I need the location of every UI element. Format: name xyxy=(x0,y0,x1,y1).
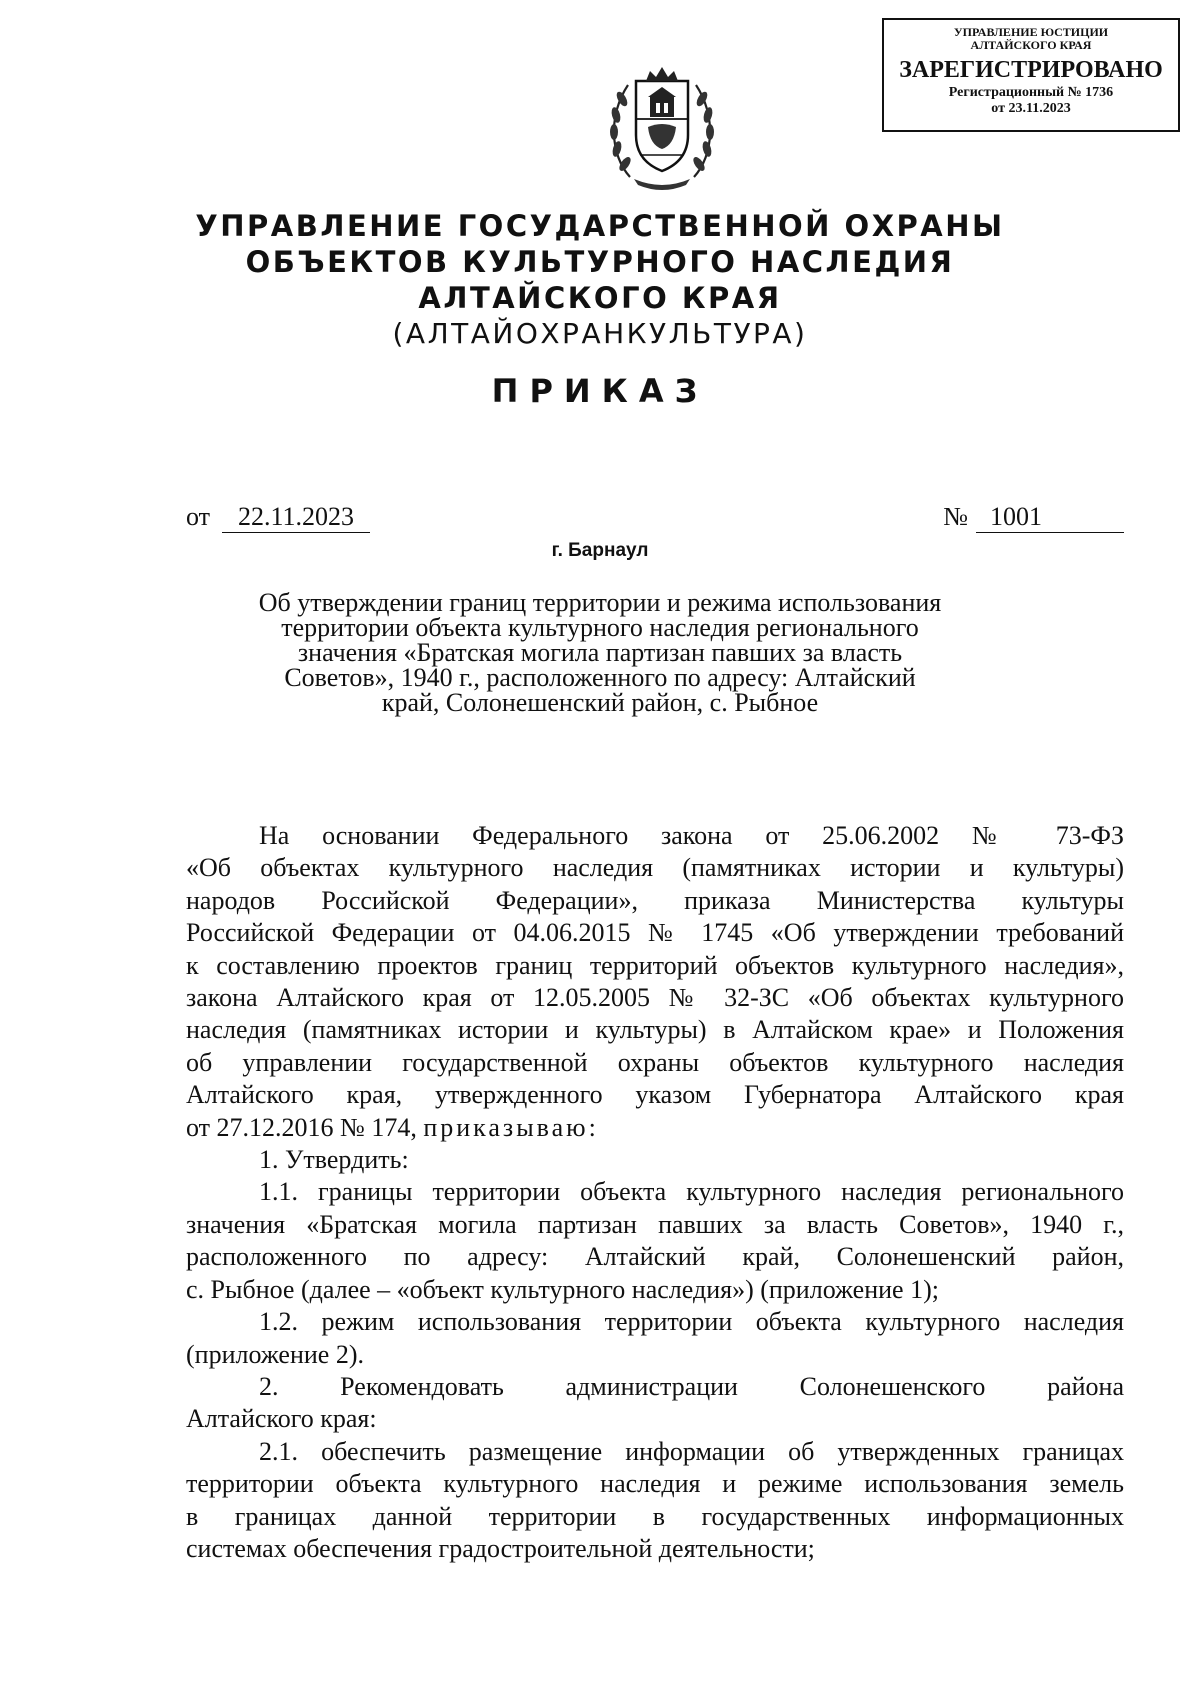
item-1-2-line: (приложение 2). xyxy=(186,1339,365,1369)
stamp-agency-line1: УПРАВЛЕНИЕ ЮСТИЦИИ xyxy=(953,25,1109,39)
item-1-1-line: значения «Братская могила партизан павших за власть Советов», 1940 г., xyxy=(186,1209,1124,1239)
body-line: народов Российской Федерации», приказа Министерства культуры xyxy=(186,885,1124,915)
item-1-1-line: расположенного по адресу: Алтайский край, Солонешенский район, xyxy=(186,1242,1124,1272)
body-line: об управлении государственной охраны объектов культурного наследия xyxy=(186,1047,1124,1077)
body-line: закона Алтайского края от 12.05.2005 № 32-ЗС «Об объектах культурного xyxy=(186,983,1124,1013)
date-field xyxy=(186,502,370,533)
subject-line: край, Солонешенский район, с. Рыбное xyxy=(381,688,819,717)
item-2-1-line: 2.1. обеспечить размещение информации об утвержденных границах xyxy=(259,1436,1124,1466)
document-body xyxy=(186,820,1124,1565)
date-value: 22.11.2023 xyxy=(222,502,370,533)
item-2-line: Алтайского края: xyxy=(186,1404,377,1434)
body-line: На основании Федерального закона от 25.06.2002 № 73-ФЗ xyxy=(259,821,1124,850)
date-prefix: от xyxy=(186,502,211,531)
stamp-registered: ЗАРЕГИСТРИРОВАНО xyxy=(899,57,1163,83)
city-name: г. Барнаул xyxy=(551,540,649,561)
item-2-line: 2. Рекомендовать администрации Солонешенского района xyxy=(259,1371,1124,1401)
org-name-line2: ОБЪЕКТОВ КУЛЬТУРНОГО НАСЛЕДИЯ xyxy=(245,245,955,279)
body-line: наследия (памятниках истории и культуры) в Алтайском крае» и Положения xyxy=(186,1015,1124,1045)
order-word: приказываю: xyxy=(423,1112,599,1142)
subject-line: территории объекта культурного наследия регионального xyxy=(281,613,919,642)
body-line: Российской Федерации от 04.06.2015 № 1745 «Об утверждении требований xyxy=(186,918,1124,948)
document-type-title: ПРИКАЗ xyxy=(491,372,709,410)
body-line xyxy=(186,1112,1124,1144)
number-field xyxy=(943,502,1124,533)
number-value: 1001 xyxy=(976,502,1124,533)
registration-stamp xyxy=(882,18,1180,132)
body-line: «Об объектах культурного наследия (памятниках истории и культуры) xyxy=(186,853,1124,883)
org-name-line3: АЛТАЙСКОГО КРАЯ xyxy=(418,281,782,315)
body-line: Алтайского края, утвержденного указом Губернатора Алтайского края xyxy=(186,1080,1124,1110)
item-1-2-line: 1.2. режим использования территории объекта культурного наследия xyxy=(259,1307,1124,1337)
subject-line: значения «Братская могила партизан павших за власть xyxy=(297,638,903,667)
document-subject xyxy=(250,590,950,715)
organization-header xyxy=(0,208,1200,352)
item-2-1-line: системах обеспечения градостроительной деятельности; xyxy=(186,1533,815,1563)
body-line: к составлению проектов границ территорий объектов культурного наследия», xyxy=(186,950,1124,980)
item-1-1-line: с. Рыбное (далее – «объект культурного наследия») (приложение 1); xyxy=(186,1274,939,1304)
stamp-agency-line2: АЛТАЙСКОГО КРАЯ xyxy=(970,38,1092,52)
item-1: 1. Утвердить: xyxy=(259,1145,409,1175)
stamp-reg-number: Регистрационный № 1736 xyxy=(948,85,1114,100)
item-2-1-line: территории объекта культурного наследия и режиме использования земель xyxy=(186,1469,1124,1499)
subject-line: Об утверждении границ территории и режима использования xyxy=(258,588,942,617)
org-abbreviation: (АЛТАЙОХРАНКУЛЬТУРА) xyxy=(392,317,808,350)
date-number-row xyxy=(186,502,1124,538)
coat-of-arms-icon xyxy=(600,55,724,193)
number-prefix: № xyxy=(943,502,968,531)
item-1-1-line: 1.1. границы территории объекта культурного наследия регионального xyxy=(259,1177,1124,1207)
org-name-line1: УПРАВЛЕНИЕ ГОСУДАРСТВЕННОЙ ОХРАНЫ xyxy=(195,209,1005,243)
subject-line: Советов», 1940 г., расположенного по адресу: Алтайский xyxy=(284,663,916,692)
order-date-reference: от 27.12.2016 № 174, xyxy=(186,1112,417,1142)
stamp-reg-date: от 23.11.2023 xyxy=(991,101,1071,116)
item-2-1-line: в границах данной территории в государственных информационных xyxy=(186,1501,1124,1531)
